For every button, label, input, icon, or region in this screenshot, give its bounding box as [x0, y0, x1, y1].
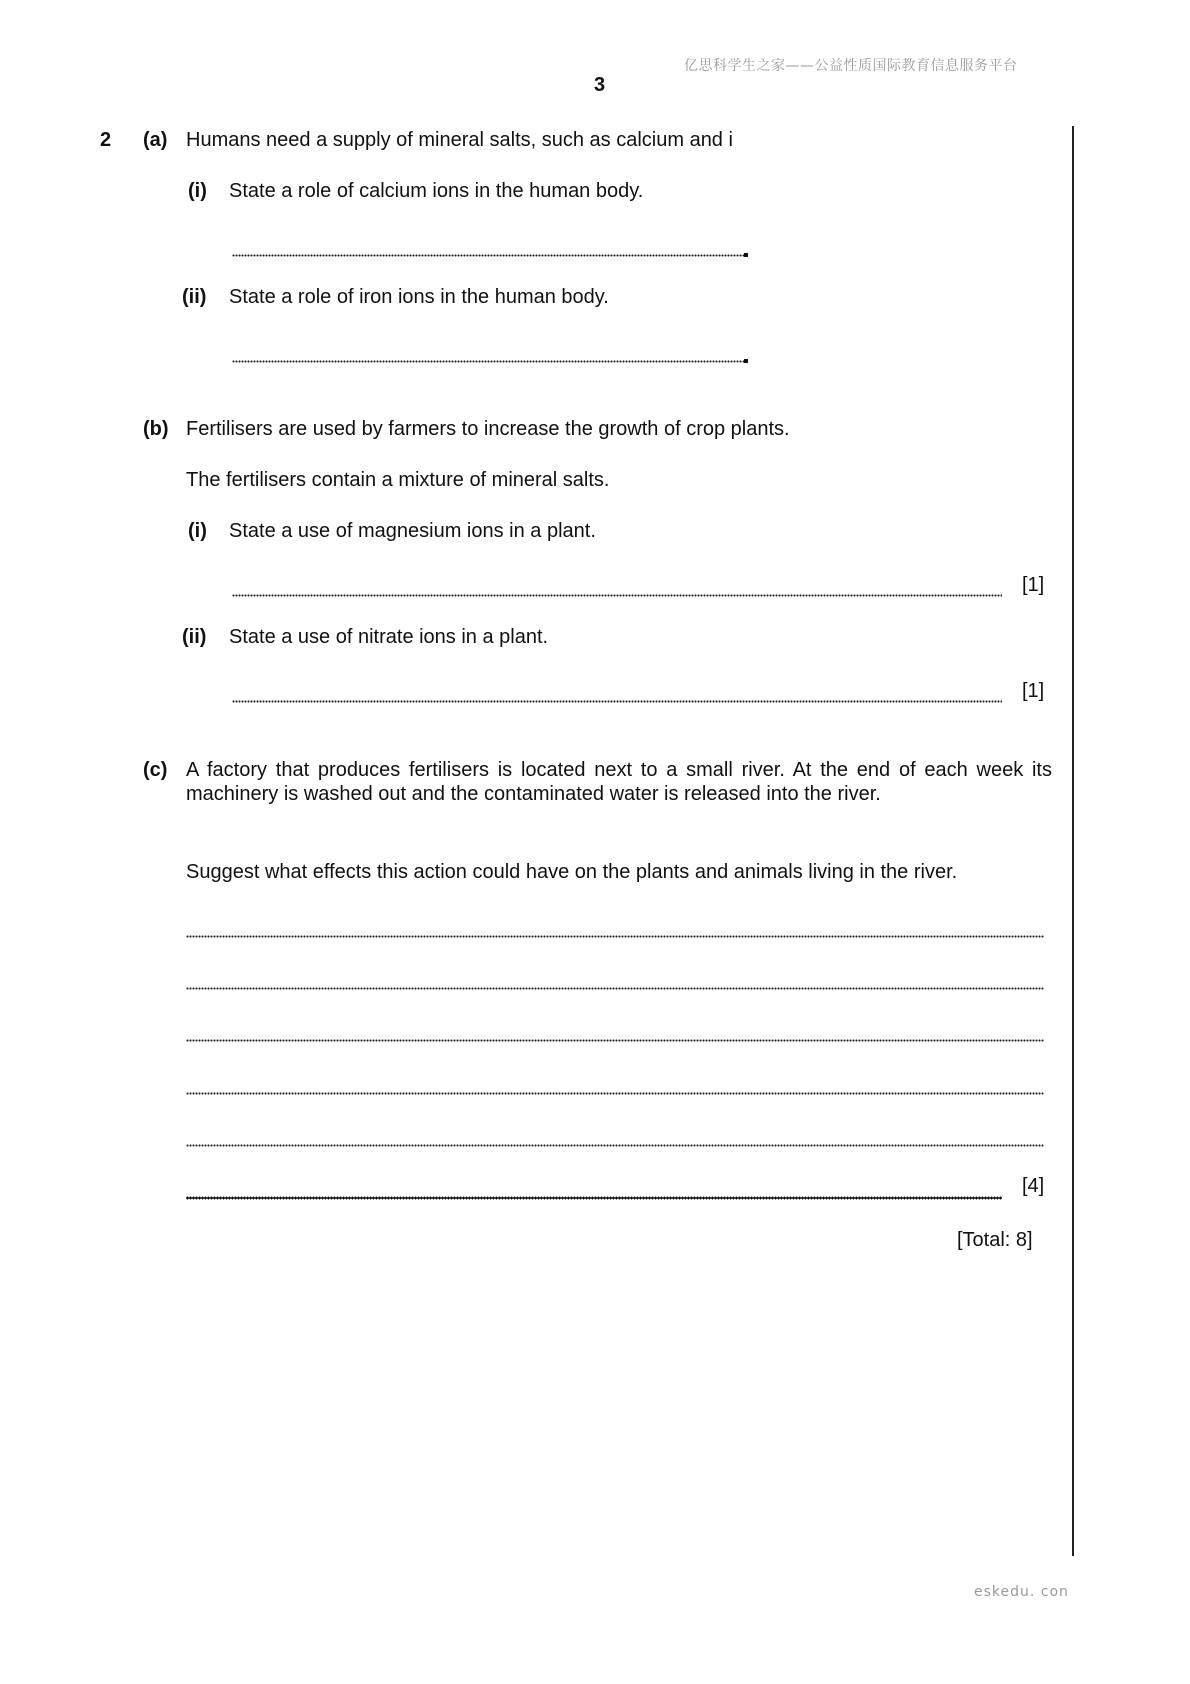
part-b-label: (b)	[143, 418, 169, 440]
part-b-i-label: (i)	[188, 520, 207, 542]
part-c-text: A factory that produces fertilisers is located next to a small river. At the end of each week its machinery is washed out and the contaminated water is released into the river.	[186, 759, 1052, 805]
footer-site: eskedu. con	[974, 1584, 1069, 1600]
part-c-label: (c)	[143, 759, 168, 781]
part-a-label: (a)	[143, 129, 168, 151]
part-b-ii-text: State a use of nitrate ions in a plant.	[229, 626, 549, 648]
answer-line-c-4[interactable]	[186, 1092, 1044, 1095]
part-a-ii-text: State a role of iron ions in the human body.	[229, 286, 609, 308]
part-a-text: Humans need a supply of mineral salts, such as calcium and i	[186, 129, 733, 151]
part-a-ii-label: (ii)	[182, 286, 207, 308]
answer-line-c-5[interactable]	[186, 1144, 1044, 1147]
part-a-i-label: (i)	[188, 180, 207, 202]
marks-b-i: [1]	[1022, 574, 1045, 596]
answer-line-end	[744, 359, 748, 363]
margin-line	[1072, 126, 1074, 1556]
total-marks: [Total: 8]	[957, 1229, 1033, 1251]
part-b-ii-label: (ii)	[182, 626, 207, 648]
answer-line-b-i[interactable]	[232, 594, 1002, 597]
question-number: 2	[100, 129, 112, 151]
answer-line-c-6[interactable]	[186, 1196, 1002, 1200]
answer-line-c-3[interactable]	[186, 1039, 1044, 1042]
part-b-text2: The fertilisers contain a mixture of mineral salts.	[186, 469, 610, 491]
page-number: 3	[594, 74, 606, 96]
part-b-text: Fertilisers are used by farmers to increase the growth of crop plants.	[186, 418, 790, 440]
answer-line-a-ii[interactable]	[232, 360, 744, 363]
answer-line-a-i[interactable]	[232, 254, 744, 257]
marks-b-ii: [1]	[1022, 680, 1045, 702]
answer-line-c-1[interactable]	[186, 935, 1044, 938]
part-c-prompt: Suggest what effects this action could have on the plants and animals living in the river.	[186, 861, 958, 883]
part-b-i-text: State a use of magnesium ions in a plant.	[229, 520, 596, 542]
answer-line-c-2[interactable]	[186, 987, 1044, 990]
header-watermark: 亿思科学生之家——公益性质国际教育信息服务平台	[684, 58, 1018, 74]
answer-line-end	[744, 253, 748, 257]
part-a-i-text: State a role of calcium ions in the human body.	[229, 180, 644, 202]
marks-c: [4]	[1022, 1175, 1045, 1197]
answer-line-b-ii[interactable]	[232, 700, 1002, 703]
